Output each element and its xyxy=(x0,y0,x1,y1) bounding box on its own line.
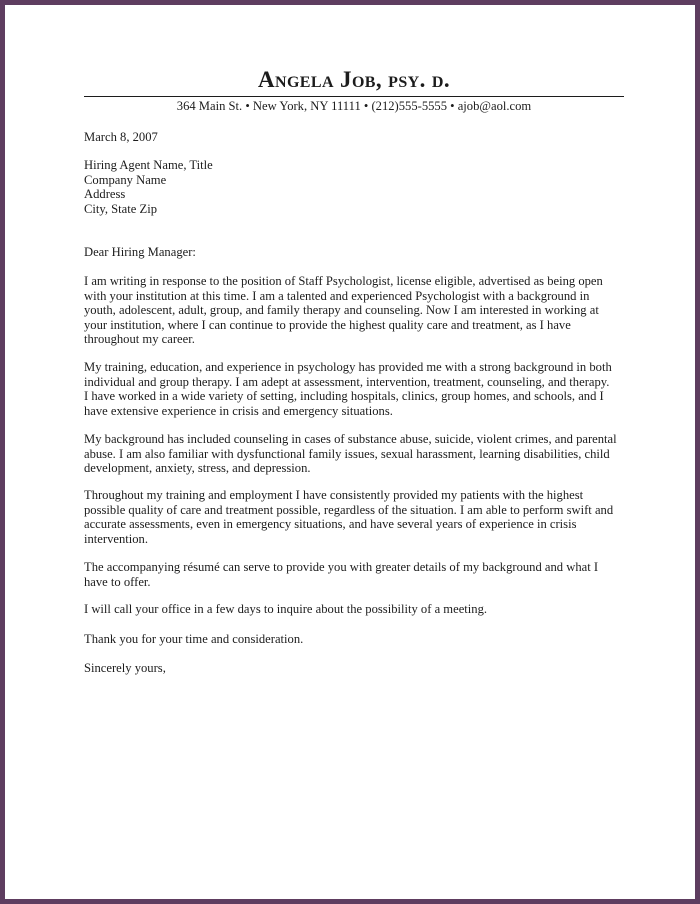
closing-text: Sincerely yours, xyxy=(84,661,166,675)
paragraph-line: have extensive experience in crisis and emergency situations. xyxy=(84,403,393,418)
paragraph-line: youth, adolescent, adult, group, and family therapy and counseling. Now I am interested in working at xyxy=(84,303,599,318)
paragraph-line: development, anxiety, stress, and depression. xyxy=(84,461,311,476)
letterhead-name: Angela Job, psy. d. xyxy=(257,67,450,92)
salutation-text: Dear Hiring Manager: xyxy=(84,245,196,259)
paragraph-line: individual and group therapy. I am adept at assessment, intervention, treatment, counseling, and therapy. xyxy=(84,374,610,389)
letterhead-divider xyxy=(84,96,624,97)
paragraph-line: I will call your office in a few days to inquire about the possibility of a meeting. xyxy=(84,602,488,616)
paragraph-line: possible quality of care and treatment possible, regardless of the situation. I am able to perform swift and xyxy=(84,502,614,517)
recipient-line: Hiring Agent Name, Title xyxy=(84,158,213,172)
salutation xyxy=(84,245,624,260)
paragraph-4 xyxy=(84,488,624,546)
paragraph-line: My training, education, and experience in psychology has provided me with a strong background in both xyxy=(84,360,612,374)
paragraph-line: intervention. xyxy=(84,531,149,546)
paragraph-line: I am writing in response to the position of Staff Psychologist, license eligible, advertised as being open xyxy=(84,274,603,288)
paragraph-line: abuse. I am also familiar with dysfunctional family issues, sexual harassment, learning disabilities, child xyxy=(84,446,610,461)
paragraph-line: accurate assessments, even in emergency situations, and have several years of experience in crisis xyxy=(84,517,577,532)
paragraph-2 xyxy=(84,360,624,418)
paragraph-line: I have worked in a wide variety of setting, including hospitals, clinics, group homes, and schools, and I xyxy=(84,389,604,404)
recipient-address xyxy=(84,158,624,216)
paragraph-line: The accompanying résumé can serve to provide you with greater details of my background and what I xyxy=(84,560,599,574)
paragraph-line: have to offer. xyxy=(84,574,151,589)
paragraph-line: My background has included counseling in cases of substance abuse, suicide, violent crimes, and parental xyxy=(84,432,617,446)
paragraph-7 xyxy=(84,632,624,647)
date-text: March 8, 2007 xyxy=(84,130,158,144)
recipient-line: Company Name xyxy=(84,172,167,187)
paragraph-6 xyxy=(84,602,624,617)
closing xyxy=(84,661,624,676)
paragraph-line: Throughout my training and employment I have consistently provided my patients with the highest xyxy=(84,488,584,502)
paragraph-line: Thank you for your time and consideration. xyxy=(84,632,304,646)
recipient-line: City, State Zip xyxy=(84,201,157,216)
paragraph-3 xyxy=(84,432,624,476)
letterhead-contact: 364 Main St. • New York, NY 11111 • (212)555-5555 • ajob@aol.com xyxy=(176,99,532,113)
paragraph-line: your institution, where I can continue to provide the highest quality care and treatment, as I have xyxy=(84,317,571,332)
recipient-line: Address xyxy=(84,187,126,202)
letter-date xyxy=(84,130,624,145)
paragraph-1 xyxy=(84,274,624,347)
paragraph-line: throughout my career. xyxy=(84,332,195,347)
paragraph-5 xyxy=(84,560,624,589)
paragraph-line: with your institution at this time. I am a talented and experienced Psychologist with a background in xyxy=(84,288,590,303)
